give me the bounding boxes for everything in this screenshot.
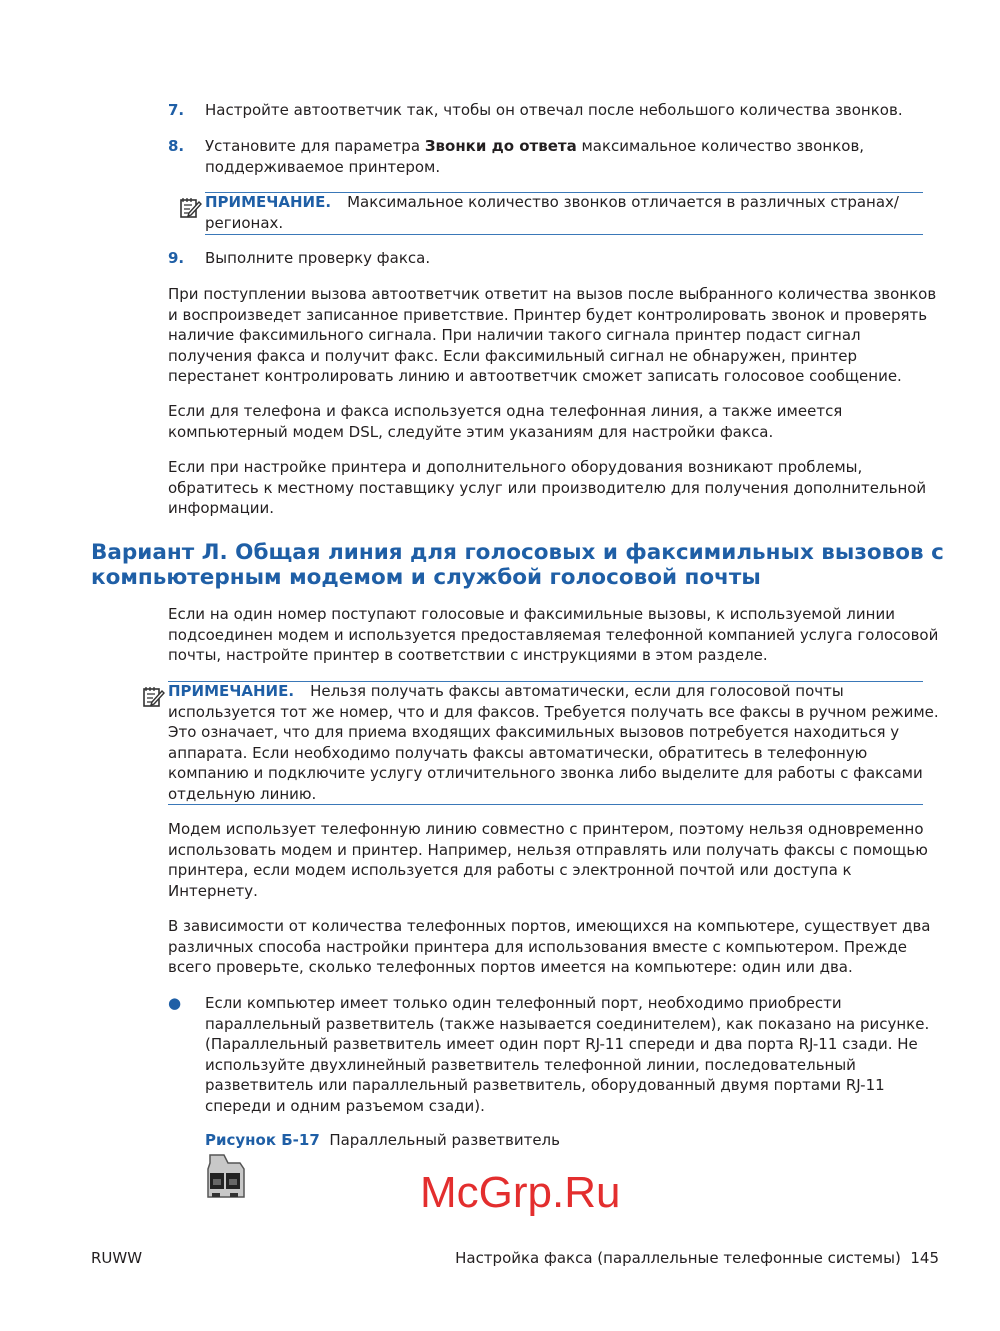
- figure-label: Рисунок Б-17: [205, 1131, 320, 1149]
- text-line: Если для телефона и факса используется одна телефонная линия, а также имеется: [168, 402, 843, 420]
- paragraph: [168, 916, 931, 978]
- text-line: спереди и одним разъемом сзади).: [205, 1096, 485, 1115]
- text-line: используется тот же номер, что и для факсов. Требуется получать все факсы в ручном режиме.: [168, 702, 939, 721]
- step-number: 8.: [168, 137, 185, 155]
- text: Максимальное количество звонков отличается в различных странах/: [347, 193, 899, 211]
- note-2: [168, 681, 939, 804]
- text-line: получения факса и получит факс. Если факсимильный сигнал не обнаружен, принтер: [168, 346, 857, 365]
- bullet-item: [205, 993, 929, 1116]
- step-number: 7.: [168, 101, 185, 119]
- paragraph: [168, 401, 842, 442]
- step-8-text: [205, 136, 864, 177]
- text-line: различных способа настройки принтера для использования вместе с компьютером. Прежде: [168, 937, 907, 956]
- text-line: При поступлении вызова автоответчик ответит на вызов после выбранного количества звонков: [168, 285, 937, 303]
- footer-title: Настройка факса (параллельные телефонные системы): [455, 1249, 901, 1267]
- parallel-splitter-image: [204, 1153, 246, 1201]
- note-1: [205, 192, 899, 233]
- watermark: McGrp.Ru: [420, 1168, 621, 1217]
- text-line: Выполните проверку факса.: [205, 249, 431, 267]
- figure-caption: [205, 1130, 560, 1151]
- text-line: отдельную линию.: [168, 784, 317, 803]
- text: Нельзя получать факсы автоматически, если для голосовой почты: [310, 682, 844, 700]
- text-line: параллельный разветвитель (также называется соединителем), как показано на рисунке.: [205, 1014, 930, 1033]
- paragraph: [168, 284, 936, 387]
- text: Установите для параметра: [205, 137, 425, 155]
- text-line: принтера, если модем используется для работы с электронной почтой или доступа к: [168, 861, 852, 879]
- text-line: компанию и подключите услугу отличительного звонка либо выделите для работы с факсами: [168, 764, 923, 782]
- text-line: (Параллельный разветвитель имеет один порт RJ-11 спереди и два порта RJ-11 сзади. Не: [205, 1035, 918, 1053]
- text-line: Если компьютер имеет только один телефонный порт, необходимо приобрести: [205, 994, 842, 1012]
- step-number: 9.: [168, 249, 185, 267]
- text-line: поддерживаемое принтером.: [205, 157, 441, 176]
- footer-right: [455, 1248, 939, 1268]
- text-line: Если на один номер поступают голосовые и факсимильные вызовы, к используемой линии: [168, 605, 895, 623]
- text-line: используйте двухлинейный разветвитель телефонной линии, последовательный: [205, 1055, 856, 1074]
- paragraph: [168, 819, 928, 901]
- setting-name: Звонки до ответа: [424, 137, 577, 155]
- text-line: всего проверьте, сколько телефонных портов имеется на компьютере: один или два.: [168, 958, 853, 976]
- text-line: использовать модем и принтер. Например, нельзя отправлять или получать факсы с помощью: [168, 840, 928, 859]
- note-bottom-rule: [205, 234, 923, 235]
- step-7-text: [205, 100, 903, 121]
- note-label: ПРИМЕЧАНИЕ.: [168, 682, 295, 700]
- text-line: регионах.: [205, 213, 284, 232]
- bullet-mark: ●: [168, 994, 182, 1012]
- text-line: Настройте автоответчик так, чтобы он отвечал после небольшого количества звонков.: [205, 101, 903, 119]
- note-label: ПРИМЕЧАНИЕ.: [205, 193, 332, 211]
- text-line: Это означает, что для приема входящих факсимильных вызовов потребуется находиться у: [168, 723, 900, 741]
- text-line: Интернету.: [168, 881, 258, 900]
- section-heading: [91, 540, 944, 590]
- text-line: Если при настройке принтера и дополнительного оборудования возникают проблемы,: [168, 458, 863, 476]
- heading-line: Вариант Л. Общая линия для голосовых и факсимильных вызовов с: [91, 540, 944, 565]
- figure-title: Параллельный разветвитель: [329, 1131, 560, 1149]
- text-line: информации.: [168, 499, 275, 517]
- step-9-text: [205, 248, 430, 269]
- text-line: и воспроизведет записанное приветствие. Принтер будет контролировать звонок и проверять: [168, 305, 928, 324]
- note-bottom-rule: [168, 804, 923, 805]
- text-line: аппарата. Если необходимо получать факсы автоматически, обратитесь в телефонную: [168, 743, 868, 762]
- page-number: 145: [910, 1249, 939, 1267]
- text-line: обратитесь к местному поставщику услуг или производителю для получения дополнительной: [168, 478, 927, 497]
- paragraph: [168, 457, 926, 519]
- note-icon: [179, 196, 203, 220]
- text-line: компьютерный модем DSL, следуйте этим указаниям для настройки факса.: [168, 422, 774, 441]
- heading-line: компьютерным модемом и службой голосовой почты: [91, 565, 761, 590]
- text-line: Модем использует телефонную линию совместно с принтером, поэтому нельзя одновременно: [168, 820, 924, 838]
- text-line: В зависимости от количества телефонных портов, имеющихся на компьютере, существует два: [168, 917, 931, 935]
- text-line: почты, настройте принтер в соответствии с инструкциями в этом разделе.: [168, 646, 768, 664]
- text-line: подсоединен модем и используется предоставляемая телефонной компанией услуга голосовой: [168, 625, 939, 644]
- footer-left: RUWW: [91, 1249, 143, 1267]
- text-line: наличие факсимильного сигнала. При наличии такого сигнала принтер подаст сигнал: [168, 326, 861, 344]
- text-line: перестанет контролировать линию и автоответчик сможет записать голосовое сообщение.: [168, 367, 902, 385]
- paragraph: [168, 604, 938, 666]
- note-icon: [142, 685, 166, 709]
- text: максимальное количество звонков,: [576, 137, 865, 155]
- text-line: разветвитель или параллельный разветвитель, оборудованный двумя портами RJ-11: [205, 1076, 885, 1094]
